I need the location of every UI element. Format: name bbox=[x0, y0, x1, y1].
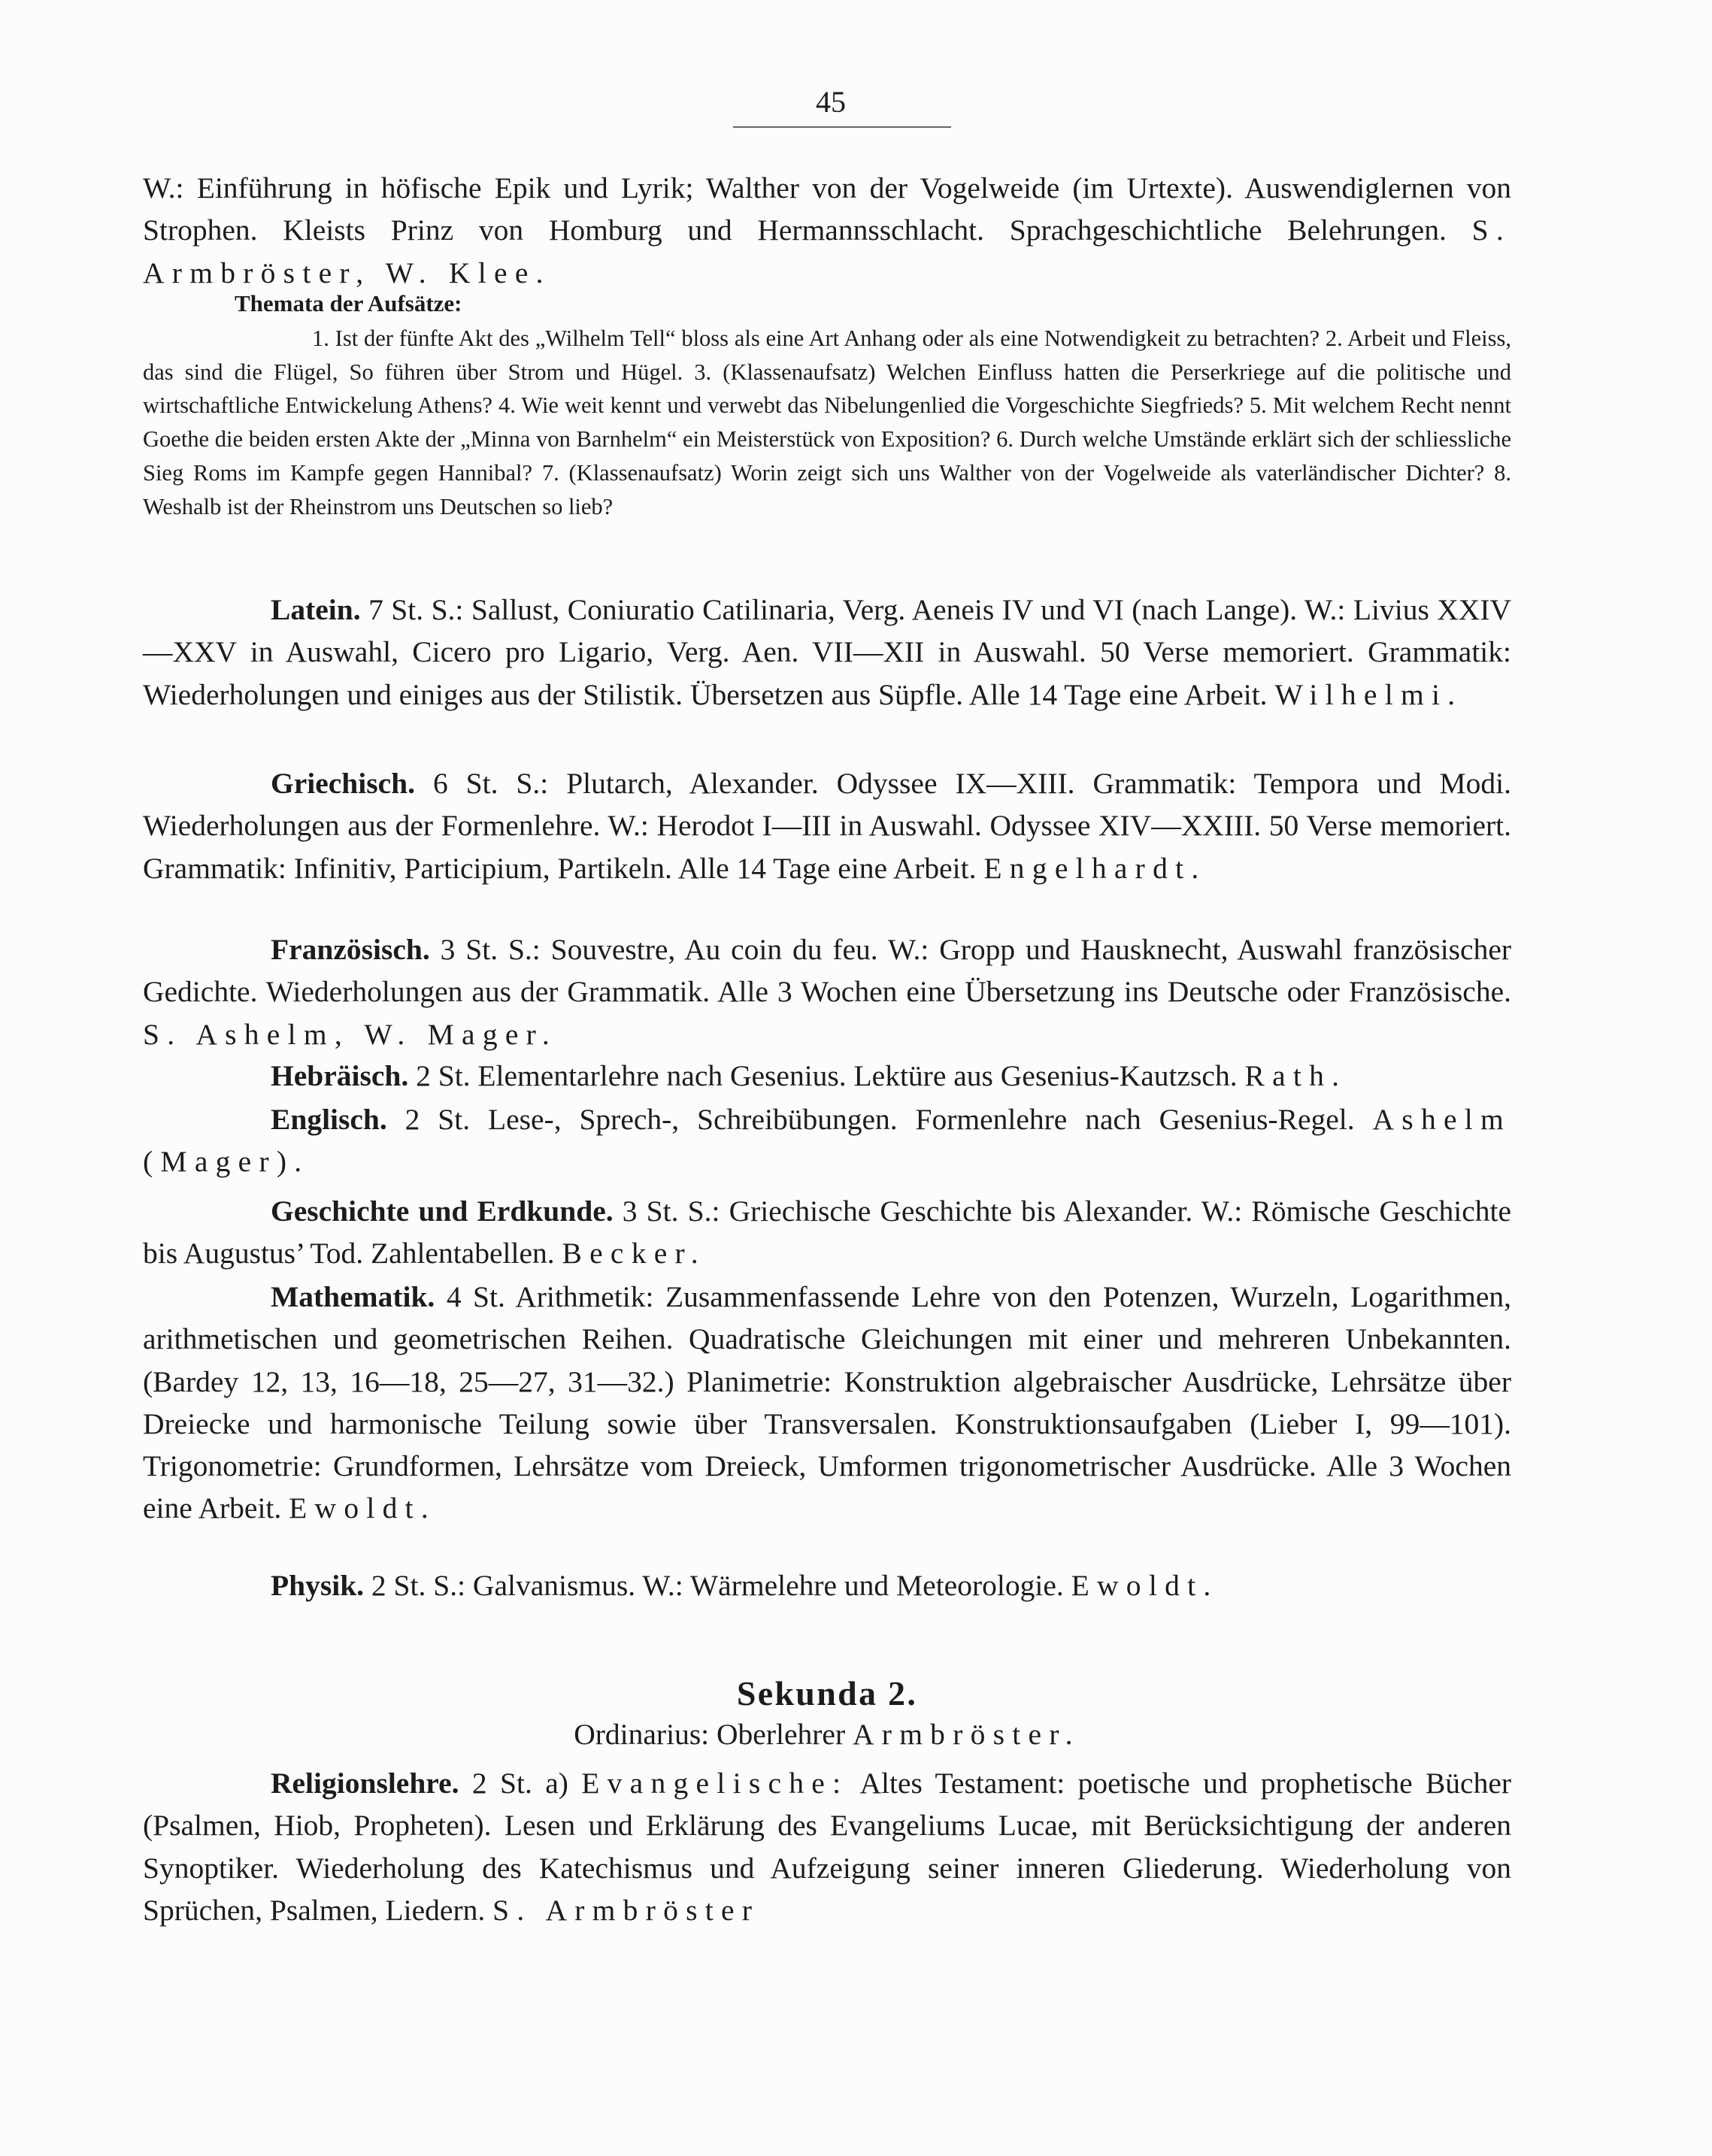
englisch-teacher: Ashelm (Mager). bbox=[143, 1103, 1512, 1179]
geschichte-teacher: Becker. bbox=[562, 1237, 706, 1270]
deutsch-winter-text: W.: Einführung in höfische Epik und Lyrik; Walther von der Vogelweide (im Urtexte). Auswendiglernen von Strophen. Kleists Prinz von Homburg und Hermannsschlacht. Sprachgeschichtliche Belehrungen. bbox=[143, 171, 1511, 247]
latein-paragraph bbox=[143, 589, 1511, 716]
hebraeisch-teacher: Rath. bbox=[1244, 1059, 1347, 1092]
hebraeisch-paragraph bbox=[143, 1055, 1511, 1097]
aufsaetze-text: 1. Ist der fünfte Akt des „Wilhelm Tell“ bloss als eine Art Anhang oder als eine Notwendigkeit zu betrachten? 2. Arbeit und Fleiss, das sind die Flügel, So führen über Strom und Hügel. 3. (Klassenaufsatz) Welchen Einfluss hatten die Perserkriege auf die politische und wirtschaftliche Entwickelung Athens? 4. Wie weit kennt und verwebt das Nibelungenlied die Vorgeschichte Siegfrieds? 5. Mit welchem Recht nennt Goethe die beiden ersten Akte der „Minna von Barnhelm“ ein Meisterstück von Exposition? 6. Durch welche Umstände erklärt sich der schliessliche Sieg Roms im Kampfe gegen Hannibal? 7. (Klassenaufsatz) Worin zeigt sich uns Walther von der Vogelweide als vaterländischer Dichter? 8. Weshalb ist der Rheinstrom uns Deutschen so lieb? bbox=[143, 326, 1511, 519]
aufsaetze-themes bbox=[143, 322, 1511, 523]
deutsch-teacher: S. Armbröster, W. Klee. bbox=[143, 213, 1511, 289]
religion-intro: 2 St. a) bbox=[471, 1767, 568, 1800]
geschichte-text: 3 St. S.: Griechische Geschichte bis Alexander. W.: Römische Geschichte bis Augustus’ Tod. Zahlentabellen. bbox=[143, 1195, 1511, 1270]
englisch-paragraph bbox=[143, 1098, 1511, 1183]
mathematik-label: Mathematik. bbox=[271, 1280, 435, 1313]
religion-teacher: S. Armbröster bbox=[492, 1893, 760, 1927]
ordinarius-name: Armbröster. bbox=[852, 1718, 1080, 1751]
physik-label: Physik. bbox=[271, 1569, 365, 1602]
religion-text: Altes Testament: poetische und prophetische Bücher (Psalmen, Hiob, Propheten). Lesen und Erklärung des Evangeliums Lucae, mit Berücksichtigung der anderen Synoptiker. Wiederholung des Katechismus und Aufzeigung seiner inneren Gliederung. Wiederholung von Sprüchen, Psalmen, Liedern. bbox=[143, 1767, 1512, 1927]
englisch-label: Englisch. bbox=[271, 1103, 387, 1136]
ordinarius-line bbox=[143, 1717, 1511, 1752]
physik-teacher: Ewoldt. bbox=[1071, 1569, 1219, 1602]
latein-label: Latein. bbox=[271, 593, 361, 626]
mathematik-text: 4 St. Arithmetik: Zusammenfassende Lehre von den Potenzen, Wurzeln, Logarithmen, arithmetischen und geometrischen Reihen. Quadratische Gleichungen mit einer und mehreren Unbekannten. (Bardey 12, 13, 16—18, 25—27, 31—32.) Planimetrie: Konstruktion algebraischer Ausdrücke, Lehrsätze über Dreiecke und harmonische Teilung sowie über Transversalen. Konstruktionsaufgaben (Lieber I, 99—101). Trigonometrie: Grundformen, Lehrsätze vom Dreieck, Umformen trigonometrischer Ausdrücke. Alle 3 Wochen eine Arbeit. bbox=[143, 1280, 1511, 1525]
franzoesisch-teacher: S. Ashelm, W. Mager. bbox=[143, 1017, 558, 1051]
griechisch-paragraph bbox=[143, 762, 1511, 889]
geschichte-paragraph bbox=[143, 1190, 1511, 1275]
religion-label: Religionslehre. bbox=[271, 1767, 459, 1800]
religion-denomination: Evangelische: bbox=[581, 1767, 849, 1800]
mathematik-teacher: Ewoldt. bbox=[289, 1491, 437, 1525]
franzoesisch-label: Französisch. bbox=[271, 933, 430, 966]
ordinarius-label: Ordinarius: Oberlehrer bbox=[574, 1718, 846, 1751]
sekunda-title: Sekunda 2. bbox=[736, 1674, 918, 1712]
aufsaetze-heading: Themata der Aufsätze: bbox=[235, 290, 462, 316]
physik-paragraph bbox=[143, 1564, 1511, 1606]
griechisch-text: 6 St. S.: Plutarch, Alexander. Odyssee IX—XIII. Grammatik: Tempora und Modi. Wiederholungen aus der Formenlehre. W.: Herodot I—III in Auswahl. Odyssee XIV—XXIII. 50 Verse memoriert. Grammatik: Infinitiv, Participium, Partikeln. Alle 14 Tage eine Arbeit. bbox=[143, 767, 1511, 885]
religion-paragraph bbox=[143, 1762, 1511, 1931]
page-number-rule bbox=[733, 126, 951, 128]
franzoesisch-text: 3 St. S.: Souvestre, Au coin du feu. W.: Gropp und Hausknecht, Auswahl französischer Gedichte. Wiederholungen aus der Grammatik. Alle 3 Wochen eine Übersetzung ins Deutsche oder Französische. bbox=[143, 933, 1512, 1009]
englisch-text: 2 St. Lese-, Sprech-, Schreibübungen. Formenlehre nach Gesenius-Regel. bbox=[405, 1103, 1355, 1136]
mathematik-paragraph bbox=[143, 1276, 1511, 1530]
physik-text: 2 St. S.: Galvanismus. W.: Wärmelehre und Meteorologie. bbox=[371, 1569, 1064, 1602]
deutsch-winter-paragraph bbox=[143, 167, 1511, 294]
hebraeisch-text: 2 St. Elementarlehre nach Gesenius. Lektüre aus Gesenius-Kautzsch. bbox=[416, 1059, 1238, 1092]
franzoesisch-paragraph bbox=[143, 928, 1511, 1055]
geschichte-label: Geschichte und Erdkunde. bbox=[271, 1195, 614, 1228]
latein-teacher: Wilhelmi. bbox=[1274, 677, 1463, 711]
page-number: 45 bbox=[816, 85, 846, 119]
hebraeisch-label: Hebräisch. bbox=[271, 1059, 409, 1092]
latein-text: 7 St. S.: Sallust, Coniuratio Catilinaria, Verg. Aeneis IV und VI (nach Lange). W.: Livius XXIV—XXV in Auswahl, Cicero pro Ligario, Verg. Aen. VII—XII in Auswahl. 50 Verse memoriert. Grammatik: Wiederholungen und einiges aus der Stilistik. Übersetzen aus Süpfle. Alle 14 Tage eine Arbeit. bbox=[143, 593, 1512, 711]
griechisch-teacher: Engelhardt. bbox=[983, 851, 1207, 885]
griechisch-label: Griechisch. bbox=[271, 767, 415, 800]
